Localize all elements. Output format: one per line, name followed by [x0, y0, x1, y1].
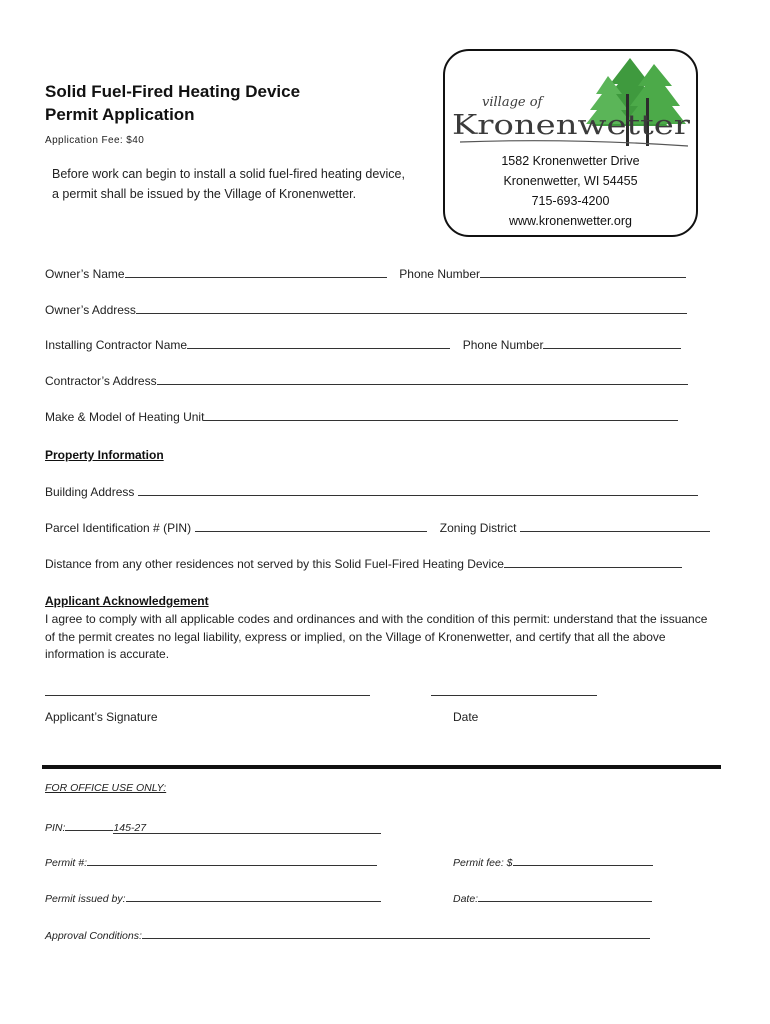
- make-model-field[interactable]: [204, 408, 678, 421]
- owner-name-row: [45, 265, 686, 281]
- issued-by-row: [45, 890, 381, 905]
- date-label: Date: [453, 710, 479, 724]
- logo-small-text: village of: [482, 95, 543, 110]
- contractor-phone-field[interactable]: [543, 336, 681, 349]
- parcel-row: [45, 519, 710, 535]
- permit-number-field[interactable]: [87, 854, 377, 866]
- owner-address-row: [45, 301, 687, 317]
- owner-name-field[interactable]: [125, 265, 387, 278]
- pin-row: [45, 819, 381, 834]
- building-address-label: Building Address: [45, 485, 135, 499]
- building-address-row: [45, 483, 698, 499]
- pin-label: PIN:: [45, 822, 66, 834]
- permit-fee-field[interactable]: [513, 854, 653, 866]
- issued-by-label: Permit issued by:: [45, 893, 126, 905]
- pin-prefix-line: [65, 819, 113, 831]
- distance-label: Distance from any other residences not served by this Solid Fuel-Fired Heating Device: [45, 557, 504, 571]
- zoning-field[interactable]: [520, 519, 710, 532]
- acknowledgement-text: I agree to comply with all applicable codes and ordinances and with the condition of this permit: understand that the issuance of the permit creates no legal liability, express or implied, on the Village of Kronenwetter, and certify that all the above information is accurate.: [45, 612, 708, 661]
- distance-row: [45, 555, 682, 571]
- date-field[interactable]: [431, 695, 597, 696]
- conditions-label: Approval Conditions:: [45, 930, 142, 942]
- parcel-field[interactable]: [195, 519, 427, 532]
- intro-text: [52, 164, 405, 204]
- signature-label: Applicant’s Signature: [45, 710, 158, 724]
- village-address: [443, 151, 698, 231]
- make-model-label: Make & Model of Heating Unit: [45, 410, 205, 424]
- building-address-field[interactable]: [138, 483, 698, 496]
- form-title: [45, 80, 300, 126]
- title-line-2: Permit Application: [45, 105, 195, 124]
- office-date-row: [453, 890, 652, 905]
- office-date-label: Date:: [453, 893, 479, 905]
- address-phone: 715-693-4200: [531, 194, 610, 208]
- issued-by-field[interactable]: [126, 890, 381, 902]
- owner-address-field[interactable]: [136, 301, 687, 314]
- office-date-field[interactable]: [478, 890, 652, 902]
- title-line-1: Solid Fuel-Fired Heating Device: [45, 82, 301, 101]
- owner-name-label: Owner’s Name: [45, 267, 125, 281]
- owner-phone-label: Phone Number: [399, 267, 480, 281]
- pin-value: 145-27: [113, 822, 147, 834]
- permit-fee-row: [453, 854, 653, 869]
- zoning-label: Zoning District: [439, 521, 517, 535]
- intro-line-2: a permit shall be issued by the Village of Kronenwetter.: [52, 187, 357, 201]
- intro-line-1: Before work can begin to install a solid fuel-fired heating device,: [52, 167, 405, 181]
- contractor-name-label: Installing Contractor Name: [45, 338, 188, 352]
- parcel-label: Parcel Identification # (PIN): [45, 521, 192, 535]
- village-logo: [450, 54, 694, 150]
- owner-phone-field[interactable]: [480, 265, 686, 278]
- conditions-field[interactable]: [142, 927, 650, 939]
- contractor-address-label: Contractor’s Address: [45, 374, 157, 388]
- contractor-phone-label: Phone Number: [462, 338, 544, 352]
- signature-field[interactable]: [45, 695, 370, 696]
- pin-field[interactable]: [113, 822, 381, 834]
- permit-number-label: Permit #:: [45, 857, 88, 869]
- make-model-row: [45, 408, 678, 424]
- logo-big-text: Kronenwetter: [452, 110, 691, 141]
- address-street: 1582 Kronenwetter Drive: [501, 154, 640, 168]
- property-heading: Property Information: [45, 448, 164, 462]
- section-divider: [42, 765, 721, 769]
- contractor-name-row: [45, 336, 681, 352]
- office-heading: FOR OFFICE USE ONLY:: [45, 782, 167, 794]
- contractor-name-field[interactable]: [187, 336, 450, 349]
- permit-fee-label: Permit fee: $: [453, 857, 513, 869]
- distance-field[interactable]: [504, 555, 682, 568]
- permit-number-row: [45, 854, 377, 869]
- owner-address-label: Owner’s Address: [45, 303, 136, 317]
- address-web: www.kronenwetter.org: [509, 214, 632, 228]
- acknowledgement-heading: Applicant Acknowledgement: [45, 594, 209, 608]
- contractor-address-row: [45, 372, 688, 388]
- address-city: Kronenwetter, WI 54455: [503, 174, 638, 188]
- conditions-row: [45, 927, 650, 942]
- application-fee: Application Fee: $40: [45, 135, 145, 146]
- contractor-address-field[interactable]: [157, 372, 688, 385]
